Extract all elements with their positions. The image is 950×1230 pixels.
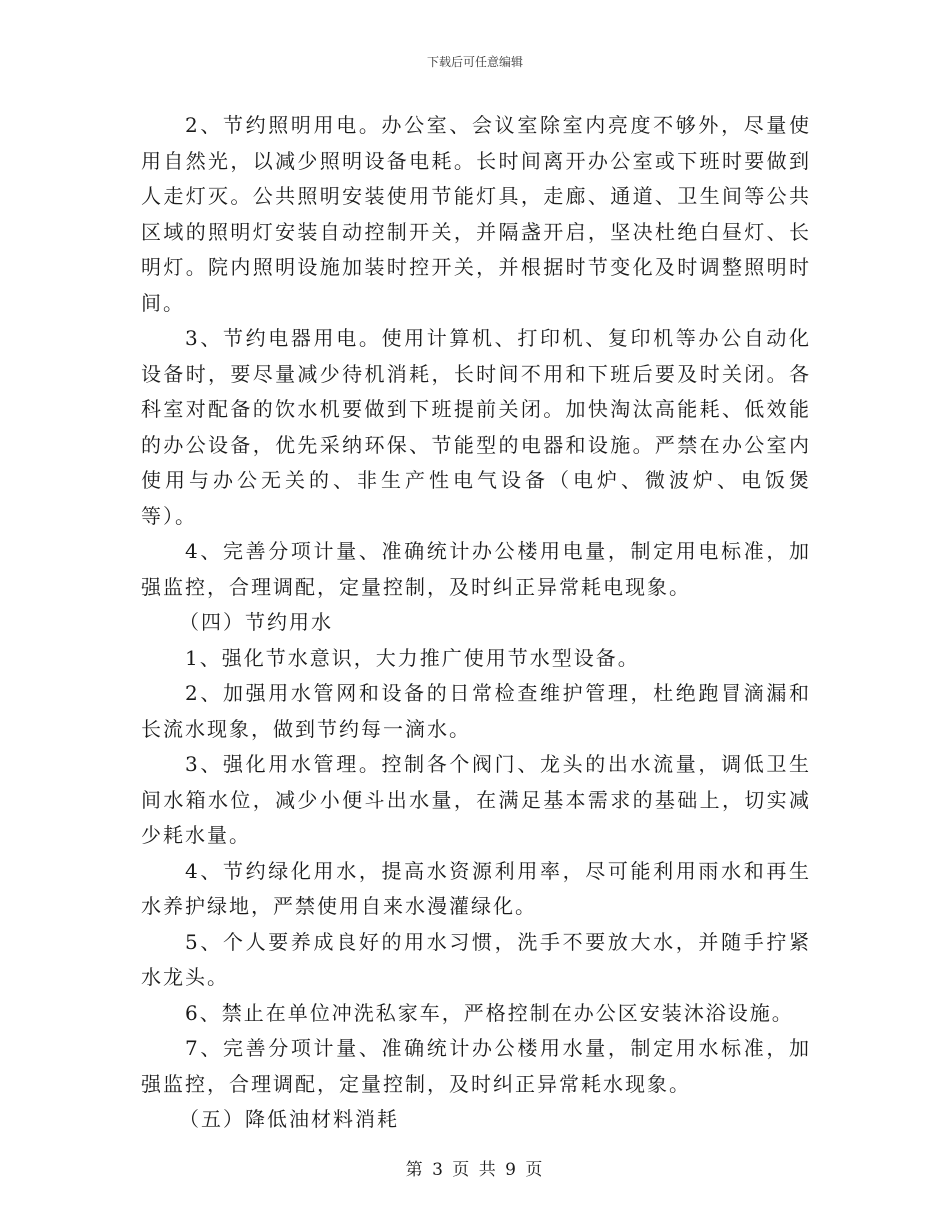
paragraph-lighting: 2、节约照明用电。办公室、会议室除室内亮度不够外，尽量使用自然光，以减少照明设备电耗。长时间离开办公室或下班时要做到人走灯灭。公共照明安装使用节能灯具，走廊、通道、卫生间等公共区域的照明灯安装自动控制开关，并隔盏开启，坚决杜绝白昼灯、长明灯。院内照明设施加装时控开关，并根据时节变化及时调整照明时间。 — [141, 113, 811, 315]
page-header: 下载后可任意编辑 — [426, 55, 523, 69]
paragraph-car-washing: 6、禁止在单位冲洗私家车，严格控制在办公区安装沐浴设施。 — [185, 1000, 794, 1025]
paragraph-pipe-maintenance: 2、加强用水管网和设备的日常检查维护管理，杜绝跑冒滴漏和长流水现象，做到节约每一滴水。 — [141, 681, 811, 741]
document-body — [141, 108, 811, 1138]
paragraph-water-management: 3、强化用水管理。控制各个阀门、龙头的出水流量，调低卫生间水箱水位，减少小便斗出水量，在满足基本需求的基础上，切实减少耗水量。 — [141, 752, 811, 847]
paragraph-personal-habits: 5、个人要养成良好的用水习惯，洗手不要放大水，并随手拧紧水龙头。 — [141, 929, 811, 989]
paragraph-greening-water: 4、节约绿化用水，提高水资源利用率，尽可能利用雨水和再生水养护绿地，严禁使用自来水漫灌绿化。 — [141, 858, 811, 918]
paragraph-appliances: 3、节约电器用电。使用计算机、打印机、复印机等办公自动化设备时，要尽量减少待机消耗，长时间不用和下班后要及时关闭。各科室对配备的饮水机要做到下班提前关闭。加快淘汰高能耗、低效能的办公设备，优先采纳环保、节能型的电器和设施。严禁在办公室内使用与办公无关的、非生产性电气设备（电炉、微波炉、电饭煲等）。 — [141, 326, 811, 528]
section-heading-water: （四）节约用水 — [179, 610, 333, 634]
paragraph-water-awareness: 1、强化节水意识，大力推广使用节水型设备。 — [185, 645, 640, 670]
section-heading-fuel: （五）降低油材料消耗 — [179, 1107, 399, 1131]
paragraph-water-metering: 7、完善分项计量、准确统计办公楼用水量，制定用水标准，加强监控，合理调配，定量控制，及时纠正异常耗水现象。 — [141, 1036, 811, 1096]
page-number-footer: 第 3 页 共 9 页 — [405, 1160, 545, 1180]
paragraph-electricity-metering: 4、完善分项计量、准确统计办公楼用电量，制定用电标准，加强监控，合理调配，定量控制，及时纠正异常耗电现象。 — [141, 539, 811, 599]
